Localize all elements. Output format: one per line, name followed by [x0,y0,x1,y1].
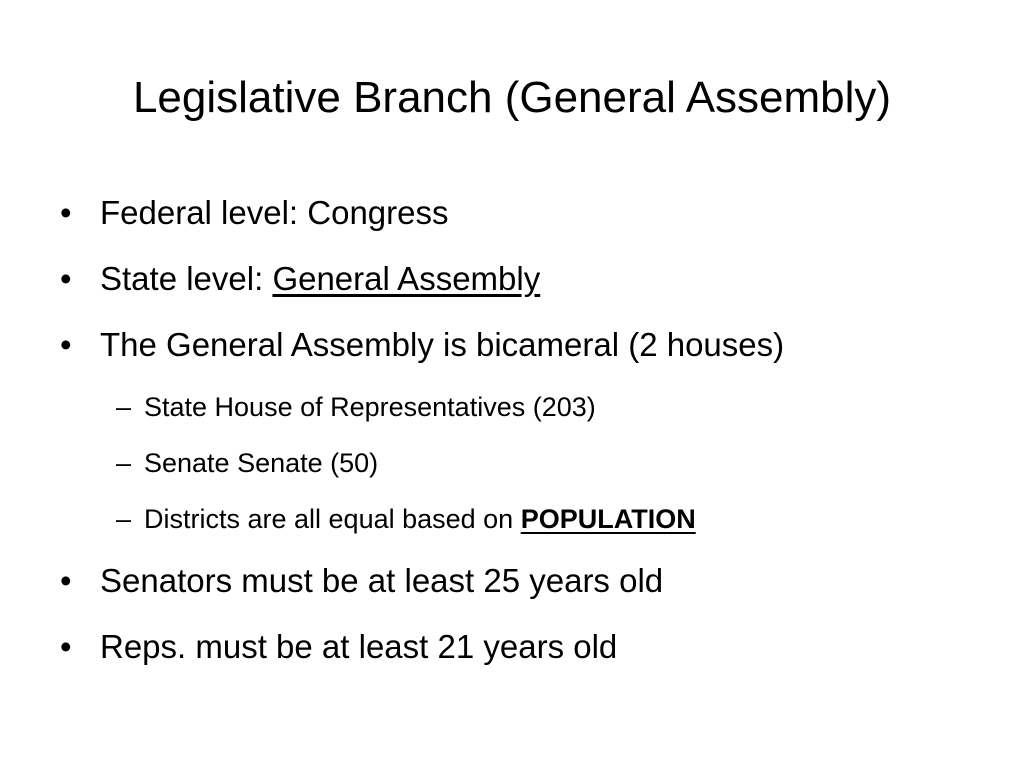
bullet-text: State level: [100,260,273,297]
bullet-marker: • [60,326,72,363]
bullet-marker: • [60,628,72,665]
bullet-text: Reps. must be at least 21 years old [100,628,618,665]
sub-bullet-text: Senate Senate (50) [144,448,379,478]
sub-bullet-house [116,390,596,424]
bullet-reps-age [60,627,617,667]
sub-bullet-text: State House of Representatives (203) [144,392,596,422]
sub-bullet-marker: – [116,392,132,422]
sub-bullet-districts [116,502,696,536]
bullet-text: The General Assembly is bicameral (2 houses) [100,326,785,363]
bullet-text: Senators must be at least 25 years old [100,562,664,599]
bullet-federal-level [60,193,449,233]
bullet-bicameral [60,325,784,365]
bullet-state-level [60,259,540,299]
bullet-marker: • [60,260,72,297]
slide-title: Legislative Branch (General Assembly) [132,73,892,122]
bullet-text: Federal level: Congress [100,194,449,231]
sub-bullet-marker: – [116,448,132,478]
bullet-marker: • [60,562,72,599]
underlined-term: General Assembly [272,260,541,297]
bullet-marker: • [60,194,72,231]
sub-bullet-marker: – [116,504,132,534]
underlined-bold-term: POPULATION [520,504,696,534]
sub-bullet-senate [116,446,378,480]
sub-bullet-text: Districts are all equal based on [144,504,521,534]
bullet-senators-age [60,561,663,601]
